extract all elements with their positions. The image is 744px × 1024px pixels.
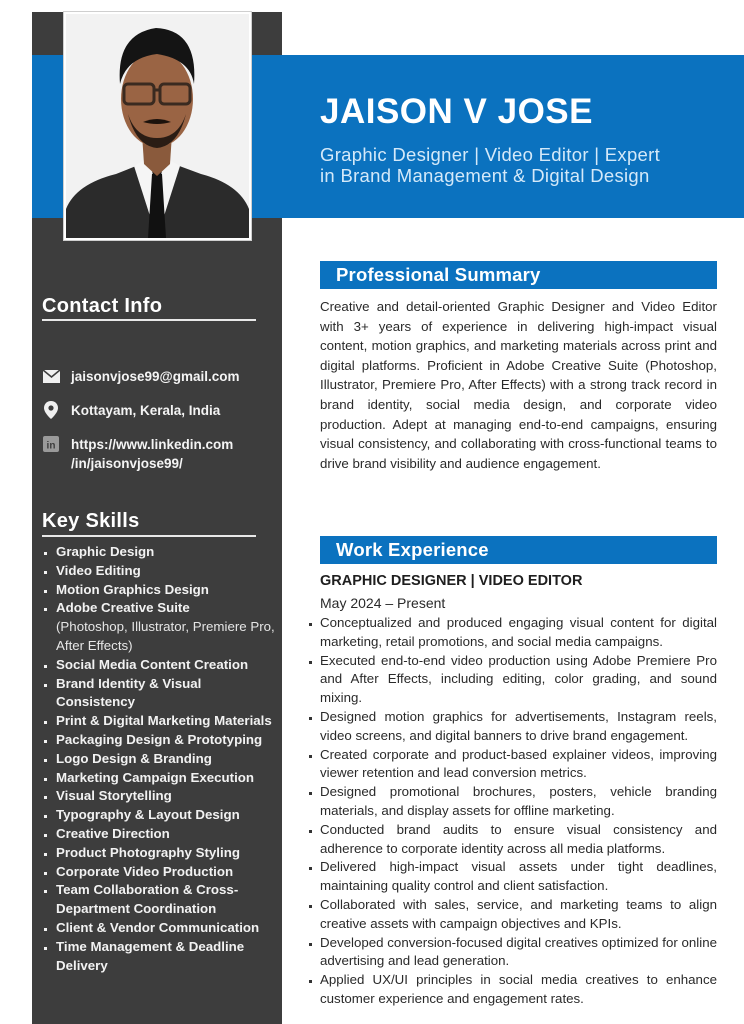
duty-item: Executed end-to-end video production using Adobe Premiere Pro and After Effects, including editing, color grading, and sound mixing. [308, 652, 717, 708]
envelope-icon [42, 367, 60, 385]
person-portrait-icon [66, 14, 249, 238]
skills-list [42, 543, 277, 975]
skill-item: Product Photography Styling [42, 844, 277, 863]
skill-item: Brand Identity & Visual Consistency [42, 675, 277, 713]
profile-photo [64, 12, 251, 240]
duty-item: Delivered high-impact visual assets under tight deadlines, maintaining quality control and client satisfaction. [308, 858, 717, 896]
skill-item: Print & Digital Marketing Materials [42, 712, 277, 731]
job-duties-list [308, 614, 717, 1009]
candidate-name: JAISON V JOSE [320, 92, 593, 131]
skill-item: Logo Design & Branding [42, 750, 277, 769]
duty-item: Designed promotional brochures, posters, vehicle branding materials, and display assets for offline marketing. [308, 783, 717, 821]
skill-item: Packaging Design & Prototyping [42, 731, 277, 750]
duty-item: Conceptualized and produced engaging visual content for digital marketing, retail promotions, and social media campaigns. [308, 614, 717, 652]
skill-item: Time Management & Deadline Delivery [42, 938, 277, 976]
summary-text: Creative and detail-oriented Graphic Designer and Video Editor with 3+ years of experience in delivering high-impact visual content, motion graphics, and marketing materials across print and digital platforms. Proficient in Adobe Creative Suite (Photoshop, Illustrator, Premiere Pro, After Effects) with a strong track record in brand identity, social media design, and corporate video production. Adept at managing end-to-end campaigns, ensuring visual consistency, and collaborating with cross-functional teams to drive brand visibility and audience engagement. [320, 299, 717, 471]
skill-item: Team Collaboration & Cross-Department Coordination [42, 881, 277, 919]
map-pin-icon [42, 401, 60, 419]
contact-divider [42, 319, 256, 321]
header [320, 92, 730, 186]
skill-item: Client & Vendor Communication [42, 919, 277, 938]
skill-item: Graphic Design [42, 543, 277, 562]
skill-item: Corporate Video Production [42, 863, 277, 882]
candidate-tagline: Graphic Designer | Video Editor | Expert in Brand Management & Digital Design [320, 144, 661, 186]
contact-email[interactable] [42, 367, 272, 386]
skill-item: Motion Graphics Design [42, 581, 277, 600]
skill-item: Typography & Layout Design [42, 806, 277, 825]
skill-item: Creative Direction [42, 825, 277, 844]
summary-heading: Professional Summary [320, 261, 717, 289]
duty-item: Designed motion graphics for advertisements, Instagram reels, video screens, and digital banners to drive brand engagement. [308, 708, 717, 746]
duty-item: Developed conversion-focused digital creatives optimized for online advertising and lead generation. [308, 934, 717, 972]
svg-text:in: in [46, 440, 56, 452]
linkedin-text: https://www.linkedin.com /in/jaisonvjose99/ [71, 437, 234, 471]
skill-item: Visual Storytelling [42, 787, 277, 806]
contact-heading: Contact Info [42, 295, 163, 317]
duty-item: Created corporate and product-based explainer videos, improving viewer retention and lead conversion metrics. [308, 746, 717, 784]
skill-item: Video Editing [42, 562, 277, 581]
skills-heading: Key Skills [42, 510, 140, 532]
duty-item: Applied UX/UI principles in social media creatives to enhance customer experience and engagement rates. [308, 971, 717, 1009]
duty-item: Conducted brand audits to ensure visual consistency and adherence to corporate identity across all media platforms. [308, 821, 717, 859]
duty-item: Collaborated with sales, service, and marketing teams to align creative assets with campaign objectives and KPIs. [308, 896, 717, 934]
linkedin-icon [42, 435, 60, 453]
job-title: GRAPHIC DESIGNER | VIDEO EDITOR [320, 573, 583, 589]
job-dates: May 2024 – Present [320, 595, 446, 611]
location-text: Kottayam, Kerala, India [71, 403, 221, 418]
skill-item: Social Media Content Creation [42, 656, 277, 675]
skill-item: Marketing Campaign Execution [42, 769, 277, 788]
contact-location [42, 401, 272, 420]
email-text: jaisonvjose99@gmail.com [71, 369, 240, 384]
skill-item: Adobe Creative Suite (Photoshop, Illustrator, Premiere Pro, After Effects) [42, 599, 277, 655]
experience-heading: Work Experience [320, 536, 717, 564]
skills-divider [42, 535, 256, 537]
contact-linkedin[interactable] [42, 435, 272, 473]
